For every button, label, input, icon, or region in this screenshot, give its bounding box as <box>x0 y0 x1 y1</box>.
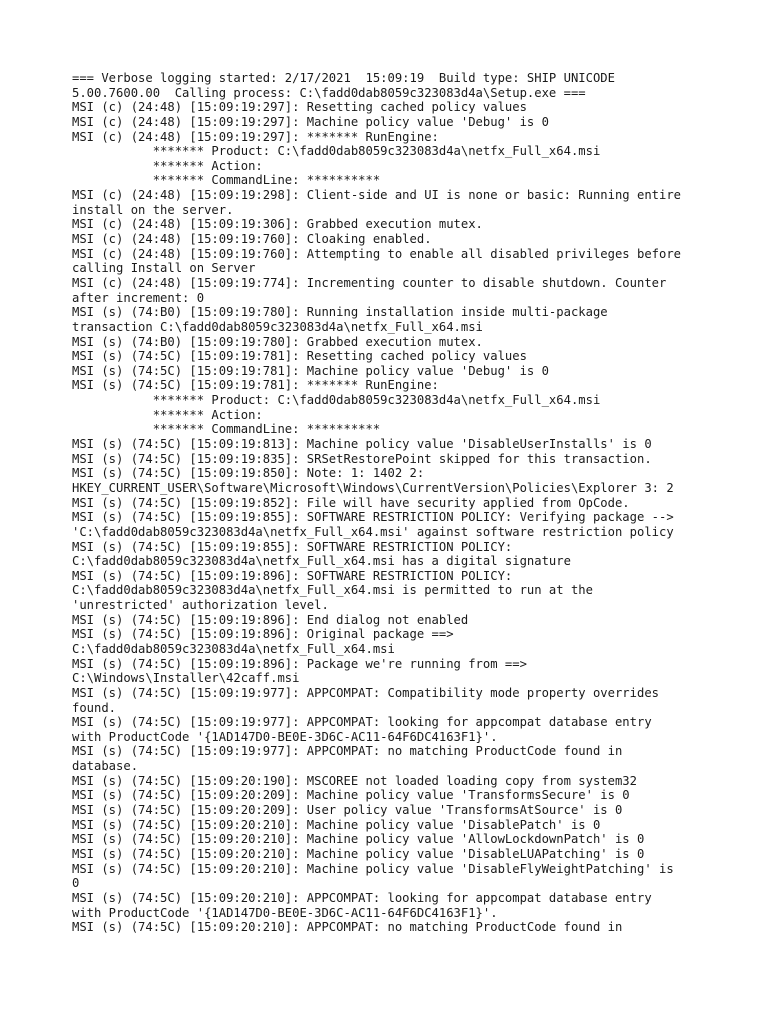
log-line: MSI (s) (74:5C) [15:09:19:855]: SOFTWARE RESTRICTION POLICY: <box>72 539 513 554</box>
log-line: MSI (s) (74:B0) [15:09:19:780]: Grabbed execution mutex. <box>72 334 483 349</box>
log-line: C:\fadd0dab8059c323083d4a\netfx_Full_x64.msi has a digital signature <box>72 554 571 569</box>
log-line: MSI (s) (74:5C) [15:09:20:190]: MSCOREE not loaded loading copy from system32 <box>72 773 637 788</box>
log-line: ******* Product: C:\fadd0dab8059c323083d4a\netfx_Full_x64.msi <box>72 144 601 159</box>
log-line: MSI (s) (74:5C) [15:09:19:781]: ******* RunEngine: <box>72 378 439 393</box>
log-line: MSI (s) (74:5C) [15:09:20:209]: Machine policy value 'TransformsSecure' is 0 <box>72 788 630 803</box>
log-line: database. <box>72 759 139 774</box>
log-line: MSI (c) (24:48) [15:09:19:298]: Client-side and UI is none or basic: Running entire <box>72 188 682 203</box>
log-line: MSI (s) (74:5C) [15:09:20:210]: Machine policy value 'DisableFlyWeightPatching' is <box>72 861 674 876</box>
log-line: ******* Product: C:\fadd0dab8059c323083d4a\netfx_Full_x64.msi <box>72 393 601 408</box>
log-line: 'unrestricted' authorization level. <box>72 598 329 613</box>
log-line: MSI (s) (74:5C) [15:09:20:210]: APPCOMPAT: looking for appcompat database entry <box>72 890 652 905</box>
log-document <box>72 71 762 935</box>
log-line: MSI (s) (74:5C) [15:09:19:781]: Resetting cached policy values <box>72 349 527 364</box>
log-line: MSI (s) (74:5C) [15:09:19:896]: Original package ==> <box>72 627 454 642</box>
log-line: MSI (c) (24:48) [15:09:19:774]: Incrementing counter to disable shutdown. Counter <box>72 275 667 290</box>
log-line: 5.00.7600.00 Calling process: C:\fadd0dab8059c323083d4a\Setup.exe === <box>72 85 586 100</box>
log-line: ******* CommandLine: ********** <box>72 173 381 188</box>
log-line: MSI (c) (24:48) [15:09:19:760]: Attempting to enable all disabled privileges before <box>72 246 682 261</box>
log-line: 'C:\fadd0dab8059c323083d4a\netfx_Full_x64.msi' against software restriction policy <box>72 524 674 539</box>
log-line: transaction C:\fadd0dab8059c323083d4a\netfx_Full_x64.msi <box>72 319 483 334</box>
log-line: MSI (s) (74:5C) [15:09:19:896]: SOFTWARE RESTRICTION POLICY: <box>72 568 513 583</box>
log-line: MSI (s) (74:5C) [15:09:19:855]: SOFTWARE RESTRICTION POLICY: Verifying package --> <box>72 510 674 525</box>
log-line: C:\Windows\Installer\42caff.msi <box>72 671 300 686</box>
log-line: MSI (c) (24:48) [15:09:19:306]: Grabbed execution mutex. <box>72 217 483 232</box>
log-line: MSI (s) (74:B0) [15:09:19:780]: Running installation inside multi-package <box>72 305 608 320</box>
log-line: MSI (s) (74:5C) [15:09:20:210]: Machine policy value 'DisablePatch' is 0 <box>72 817 601 832</box>
log-line: MSI (s) (74:5C) [15:09:19:977]: APPCOMPAT: Compatibility mode property overrides <box>72 685 659 700</box>
log-line: MSI (s) (74:5C) [15:09:20:210]: Machine policy value 'DisableLUAPatching' is 0 <box>72 846 645 861</box>
log-line: MSI (c) (24:48) [15:09:19:760]: Cloaking enabled. <box>72 232 432 247</box>
log-line: MSI (s) (74:5C) [15:09:20:209]: User policy value 'TransformsAtSource' is 0 <box>72 803 623 818</box>
log-line: MSI (c) (24:48) [15:09:19:297]: Machine policy value 'Debug' is 0 <box>72 114 549 129</box>
log-line: MSI (s) (74:5C) [15:09:19:977]: APPCOMPAT: no matching ProductCode found in <box>72 744 623 759</box>
log-line: MSI (s) (74:5C) [15:09:19:835]: SRSetRestorePoint skipped for this transaction. <box>72 451 652 466</box>
log-line: 0 <box>72 876 80 891</box>
log-line: MSI (s) (74:5C) [15:09:19:977]: APPCOMPAT: looking for appcompat database entry <box>72 715 652 730</box>
log-line: found. <box>72 700 117 715</box>
log-line: after increment: 0 <box>72 290 205 305</box>
log-line: MSI (s) (74:5C) [15:09:19:850]: Note: 1: 1402 2: <box>72 466 425 481</box>
log-line: HKEY_CURRENT_USER\Software\Microsoft\Windows\CurrentVersion\Policies\Explorer 3: 2 <box>72 480 674 495</box>
log-line: C:\fadd0dab8059c323083d4a\netfx_Full_x64.msi <box>72 641 395 656</box>
log-line: MSI (s) (74:5C) [15:09:19:852]: File will have security applied from OpCode. <box>72 495 630 510</box>
log-line: ******* CommandLine: ********** <box>72 422 381 437</box>
log-line: with ProductCode '{1AD147D0-BE0E-3D6C-AC11-64F6DC4163F1}'. <box>72 905 498 920</box>
log-line: ******* Action: <box>72 158 263 173</box>
log-line: MSI (s) (74:5C) [15:09:19:781]: Machine policy value 'Debug' is 0 <box>72 363 549 378</box>
log-line: === Verbose logging started: 2/17/2021 15:09:19 Build type: SHIP UNICODE <box>72 71 615 85</box>
log-line: MSI (s) (74:5C) [15:09:20:210]: Machine policy value 'AllowLockdownPatch' is 0 <box>72 832 645 847</box>
log-line: MSI (c) (24:48) [15:09:19:297]: ******* RunEngine: <box>72 129 439 144</box>
log-line: MSI (c) (24:48) [15:09:19:297]: Resetting cached policy values <box>72 100 527 115</box>
log-line: MSI (s) (74:5C) [15:09:19:896]: End dialog not enabled <box>72 612 469 627</box>
log-line: calling Install on Server <box>72 261 256 276</box>
log-line: MSI (s) (74:5C) [15:09:19:896]: Package we're running from ==> <box>72 656 527 671</box>
log-line: MSI (s) (74:5C) [15:09:20:210]: APPCOMPAT: no matching ProductCode found in <box>72 920 623 935</box>
log-line: with ProductCode '{1AD147D0-BE0E-3D6C-AC11-64F6DC4163F1}'. <box>72 729 498 744</box>
log-line: MSI (s) (74:5C) [15:09:19:813]: Machine policy value 'DisableUserInstalls' is 0 <box>72 437 652 452</box>
log-body <box>72 71 762 935</box>
log-line: C:\fadd0dab8059c323083d4a\netfx_Full_x64.msi is permitted to run at the <box>72 583 593 598</box>
log-line: install on the server. <box>72 202 234 217</box>
log-line: ******* Action: <box>72 407 263 422</box>
